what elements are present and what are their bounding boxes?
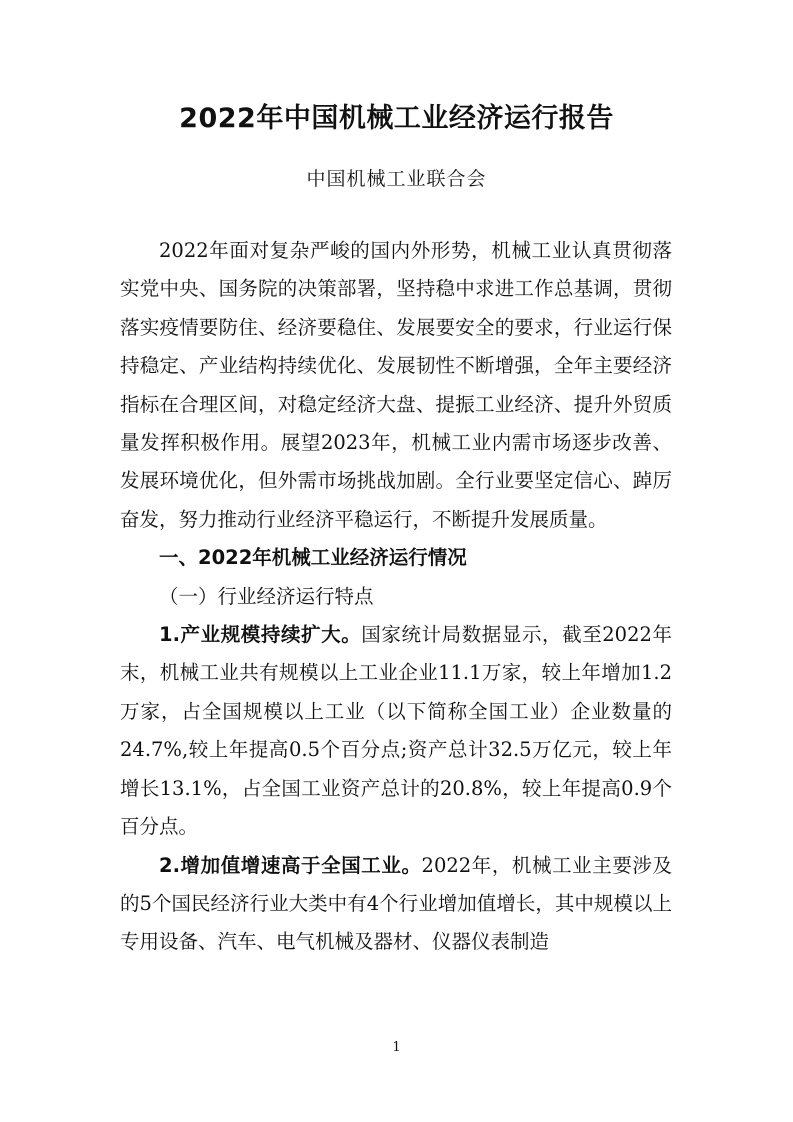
document-author: 中国机械工业联合会: [306, 168, 487, 190]
point-1-paragraph: [120, 616, 672, 846]
point-1-text: 国家统计局数据显示，截至2022年末，机械工业共有规模以上工业企业11.1万家，较上年增加1.2万家，占全国规模以上工业（以下简称全国工业）企业数量的24.7%,较上年提高0.5个百分点;资产总计32.5万亿元，较上年增长13.1%，占全国工业资产总计的20.8%，较上年提高0.9个百分点。: [120, 623, 672, 839]
subsection-heading: （一）行业经济运行特点: [159, 584, 374, 608]
document-body: [120, 232, 672, 962]
page-number: 1: [392, 1040, 401, 1055]
point-2-paragraph: [120, 847, 672, 962]
document-title: 2022年中国机械工业经济运行报告: [179, 103, 614, 134]
intro-paragraph: 2022年面对复杂严峻的国内外形势，机械工业认真贯彻落实党中央、国务院的决策部署，坚持稳中求进工作总基调，贯彻落实疫情要防住、经济要稳住、发展要安全的要求，行业运行保持稳定、产业结构持续优化、发展韧性不断增强，全年主要经济指标在合理区间，对稳定经济大盘、提振工业经济、提升外贸质量发挥积极作用。展望2023年，机械工业内需市场逐步改善、发展环境优化，但外需市场挑战加剧。全行业要坚定信心、踔厉奋发，努力推动行业经济平稳运行，不断提升发展质量。: [120, 239, 672, 531]
point-1-lead: 1.产业规模持续扩大。: [159, 623, 362, 647]
point-2-text: 2022年，机械工业主要涉及的5个国民经济行业大类中有4个行业增加值增长，其中规模以上专用设备、汽车、电气机械及器材、仪器仪表制造: [120, 853, 672, 954]
point-2-lead: 2.增加值增速高于全国工业。: [159, 853, 422, 877]
section-heading: 一、2022年机械工业经济运行情况: [159, 546, 467, 570]
